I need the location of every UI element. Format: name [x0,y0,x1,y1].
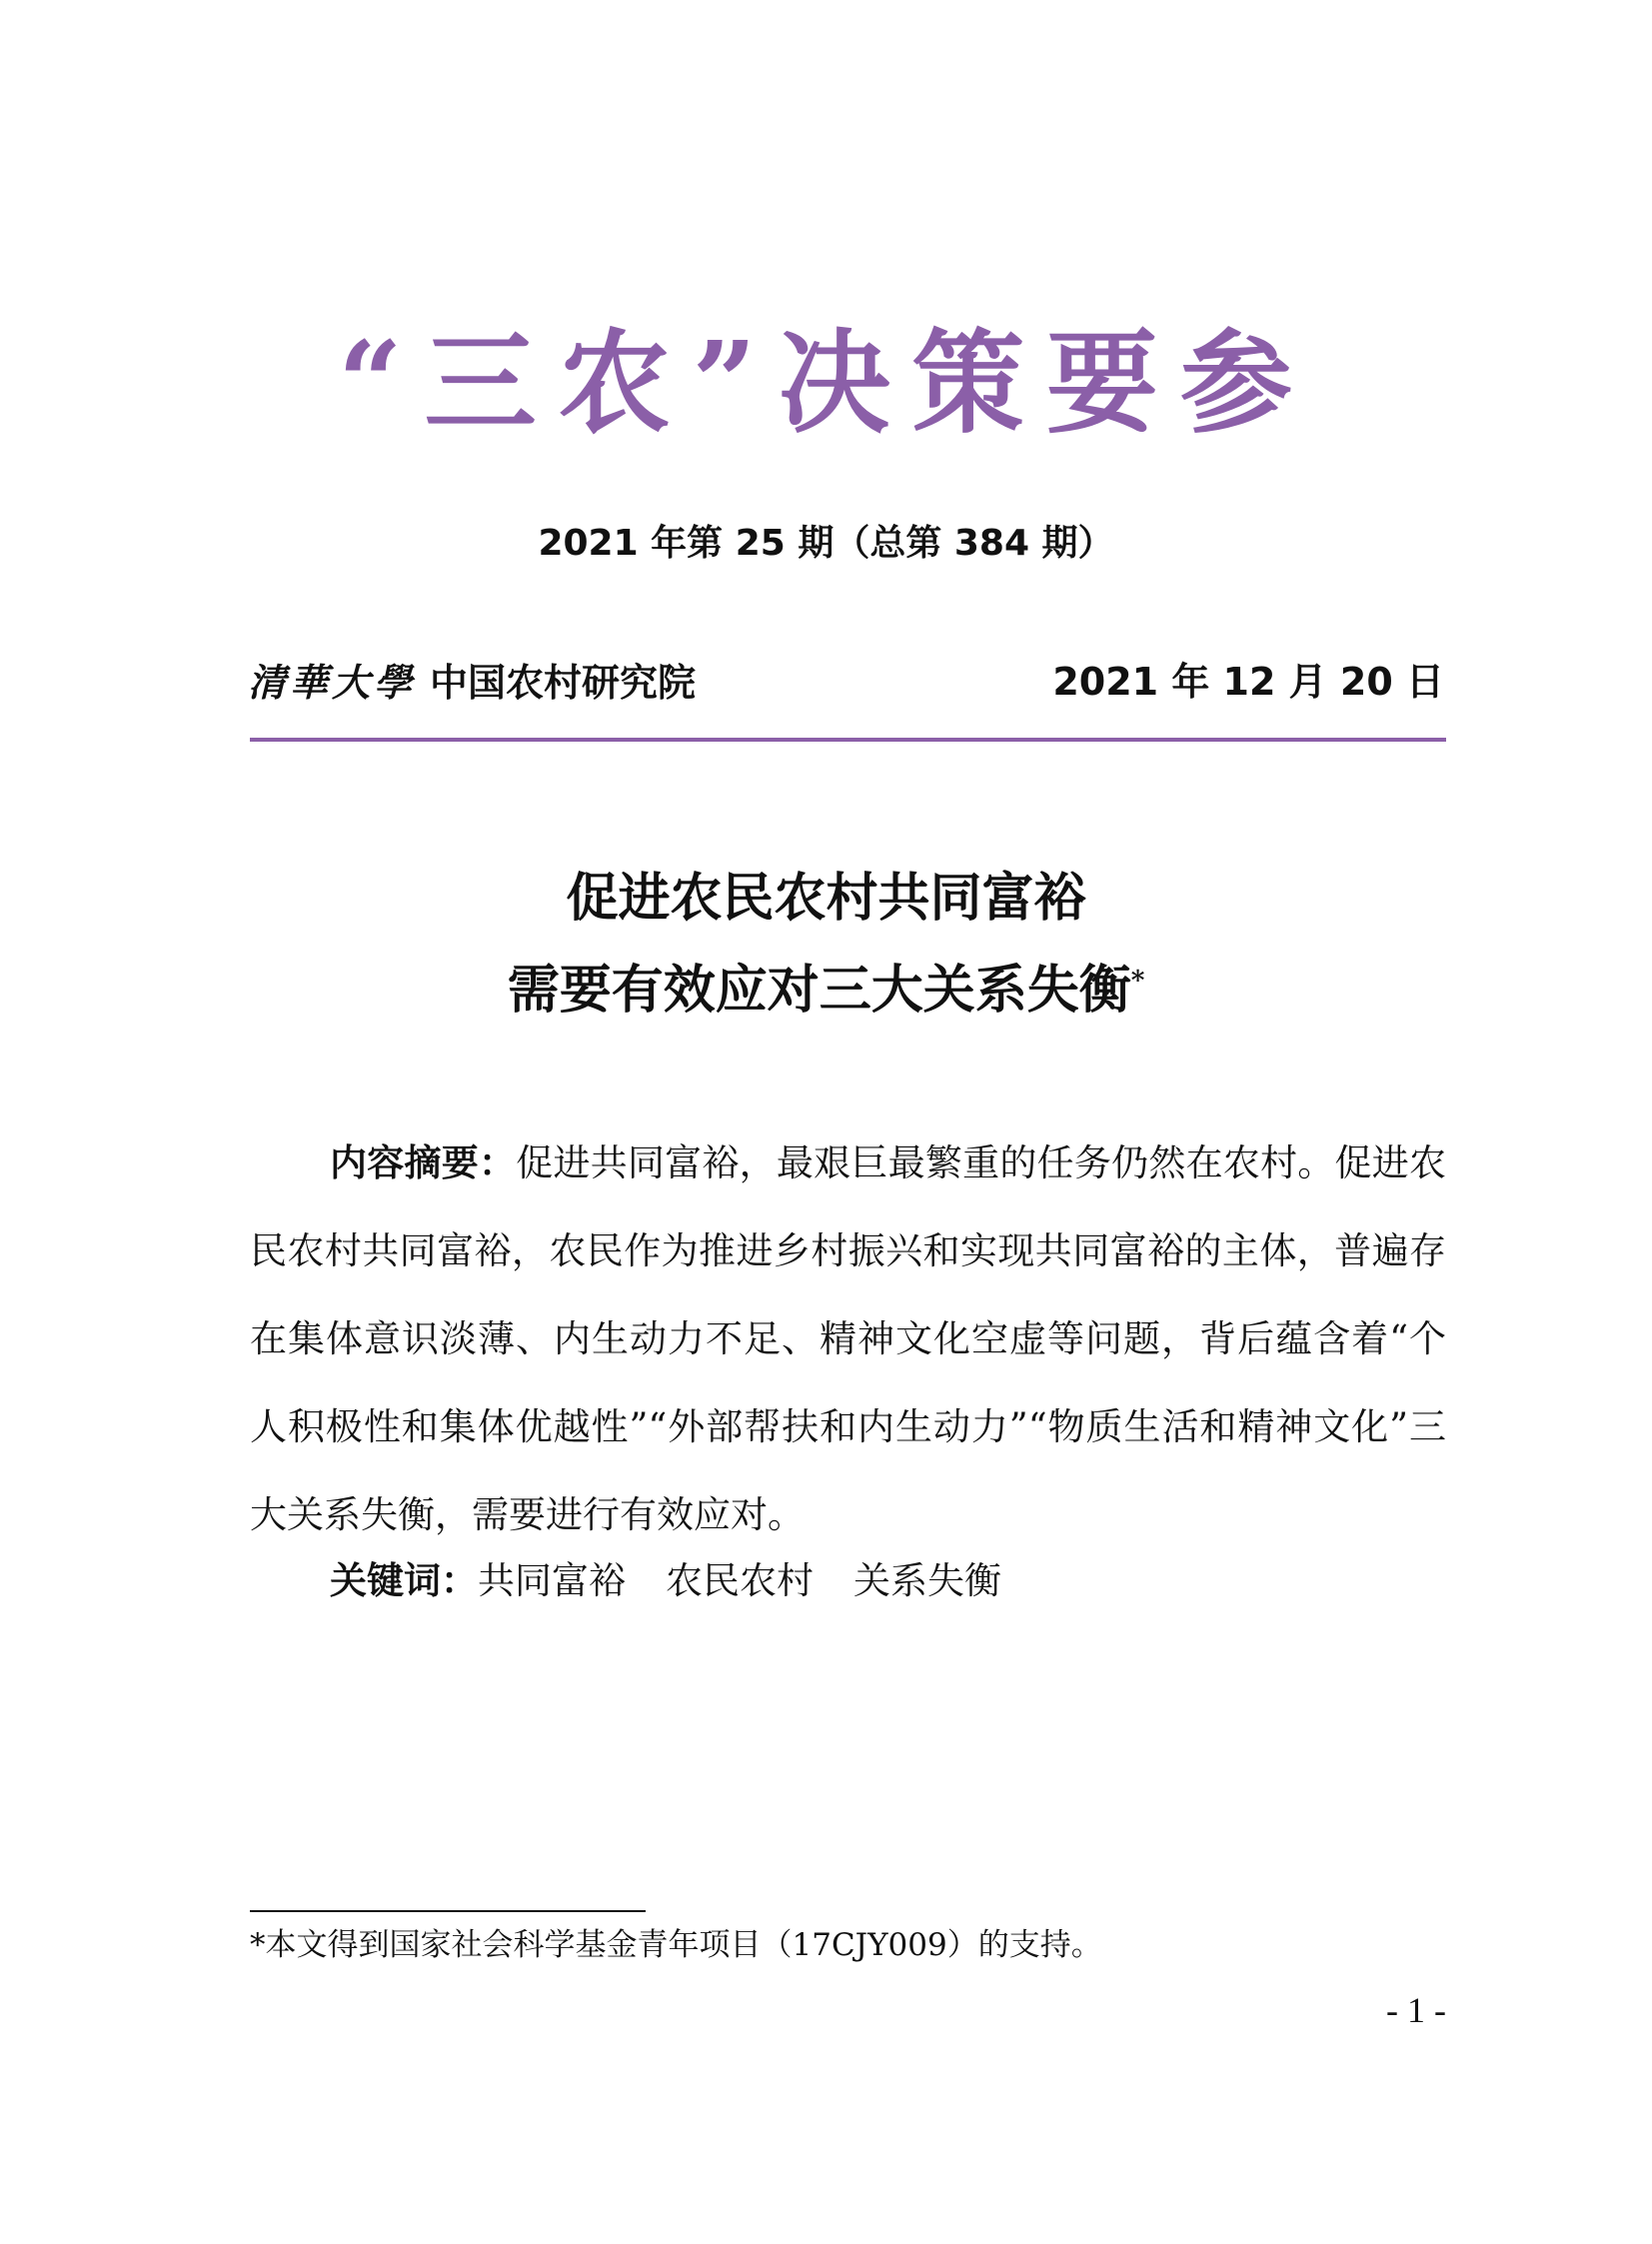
university-name: 清華大學 [248,660,417,705]
keywords-label: 关键词： [330,1559,478,1602]
issue-number: 2021 年第 25 期（总第 384 期） [538,523,1114,564]
publisher [248,660,696,707]
keyword: 关系失衡 [853,1559,1001,1602]
abstract-label: 内容摘要： [330,1141,517,1184]
header-divider [250,738,1446,742]
page-number: - 1 - [1386,1990,1446,2030]
keyword: 农民农村 [666,1559,814,1602]
publish-date: 2021 年 12 月 20 日 [1052,660,1444,704]
keyword: 共同富裕 [478,1559,626,1602]
article-title-line2 [0,960,1652,1022]
article-title-line1: 促进农民农村共同富裕 [566,868,1086,929]
footnote: *本文得到国家社会科学基金青年项目（17CJY009）的支持。 [250,1927,1102,1963]
abstract [250,1120,1446,1559]
footnote-divider [250,1910,646,1912]
institute-name: 中国农村研究院 [430,661,697,705]
abstract-text: 促进共同富裕，最艰巨最繁重的任务仍然在农村。促进农民农村共同富裕，农民作为推进乡村振兴和实现共同富裕的主体，普遍存在集体意识淡薄、内生动力不足、精神文化空虚等问题，背后蕴含着“个人积极性和集体优越性”“外部帮扶和内生动力”“物质生活和精神文化”三大关系失衡，需要进行有效应对。 [250,1141,1447,1536]
keywords [330,1559,1041,1603]
article-title-line2-text: 需要有效应对三大关系失衡 [507,960,1131,1021]
title-footnote-mark: * [1130,966,1145,997]
masthead-title: “三农”决策要参 [338,318,1314,449]
